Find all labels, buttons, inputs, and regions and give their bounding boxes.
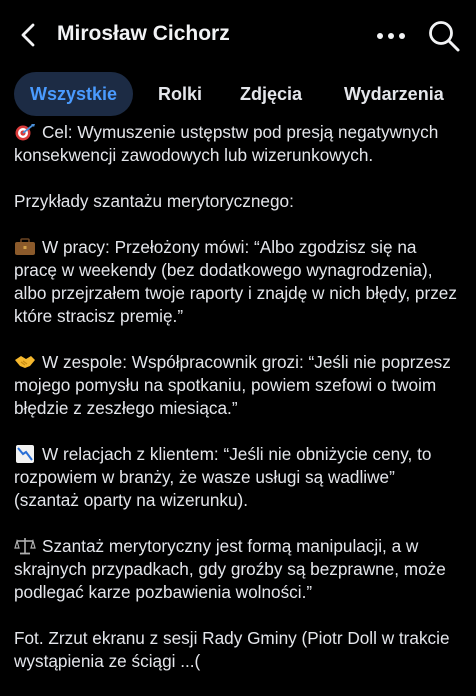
tab-zdjecia[interactable]: Zdjęcia: [240, 84, 303, 104]
profile-tabs: [0, 72, 476, 118]
clients-text: W relacjach z klientem: “Jeśli nie obniżycie ceny, to rozpowiem w branży, że wasze usługi są wadliwe” (szantaż oparty na wizerunku).: [14, 444, 432, 510]
back-arrow-icon[interactable]: [14, 20, 44, 50]
team-paragraph: [14, 351, 464, 420]
examples-heading: Przykłady szantażu merytorycznego:: [14, 191, 294, 211]
chart-decreasing-icon: [14, 445, 36, 463]
top-bar: [0, 0, 476, 70]
dart-target-icon: [14, 123, 36, 141]
post-body: [14, 121, 464, 696]
profile-name-title: Mirosław Cichorz: [57, 22, 230, 45]
balance-scale-icon: [14, 537, 36, 555]
goal-paragraph: [14, 121, 464, 167]
goal-text: Cel: Wymuszenie ustępstw pod presją negatywnych konsekwencji zawodowych lub wizerunkowych.: [14, 122, 439, 165]
tab-wydarzenia[interactable]: Wydarzenia: [344, 84, 444, 104]
more-options-icon[interactable]: [374, 22, 408, 50]
briefcase-icon: [14, 238, 36, 256]
work-paragraph: [14, 236, 464, 328]
tab-rolki[interactable]: Rolki: [158, 84, 203, 104]
clients-paragraph: [14, 443, 464, 512]
handshake-icon: [14, 353, 36, 371]
search-icon[interactable]: [427, 19, 461, 53]
law-paragraph: [14, 535, 464, 604]
tab-wszystkie[interactable]: Wszystkie: [14, 72, 133, 116]
law-text: Szantaż merytoryczny jest formą manipulacji, a w skrajnych przypadkach, gdy groźby są bezprawne, może podlegać karze pozbawienia wolności.”: [14, 536, 446, 602]
photo-caption: Fot. Zrzut ekranu z sesji Rady Gminy (Piotr Doll w trakcie wystąpienia ze ściągi ...(: [14, 628, 450, 671]
team-text: W zespole: Współpracownik grozi: “Jeśli nie poprzesz mojego pomysłu na spotkaniu, powiem szefowi o twoim błędzie z zeszłego miesiąca.”: [14, 352, 451, 418]
work-text: W pracy: Przełożony mówi: “Albo zgodzisz się na pracę w weekendy (bez dodatkowego wynagrodzenia), albo przejrzałem twoje raporty i znajdę w nich błędy, przez które stracisz premię.”: [14, 237, 457, 326]
